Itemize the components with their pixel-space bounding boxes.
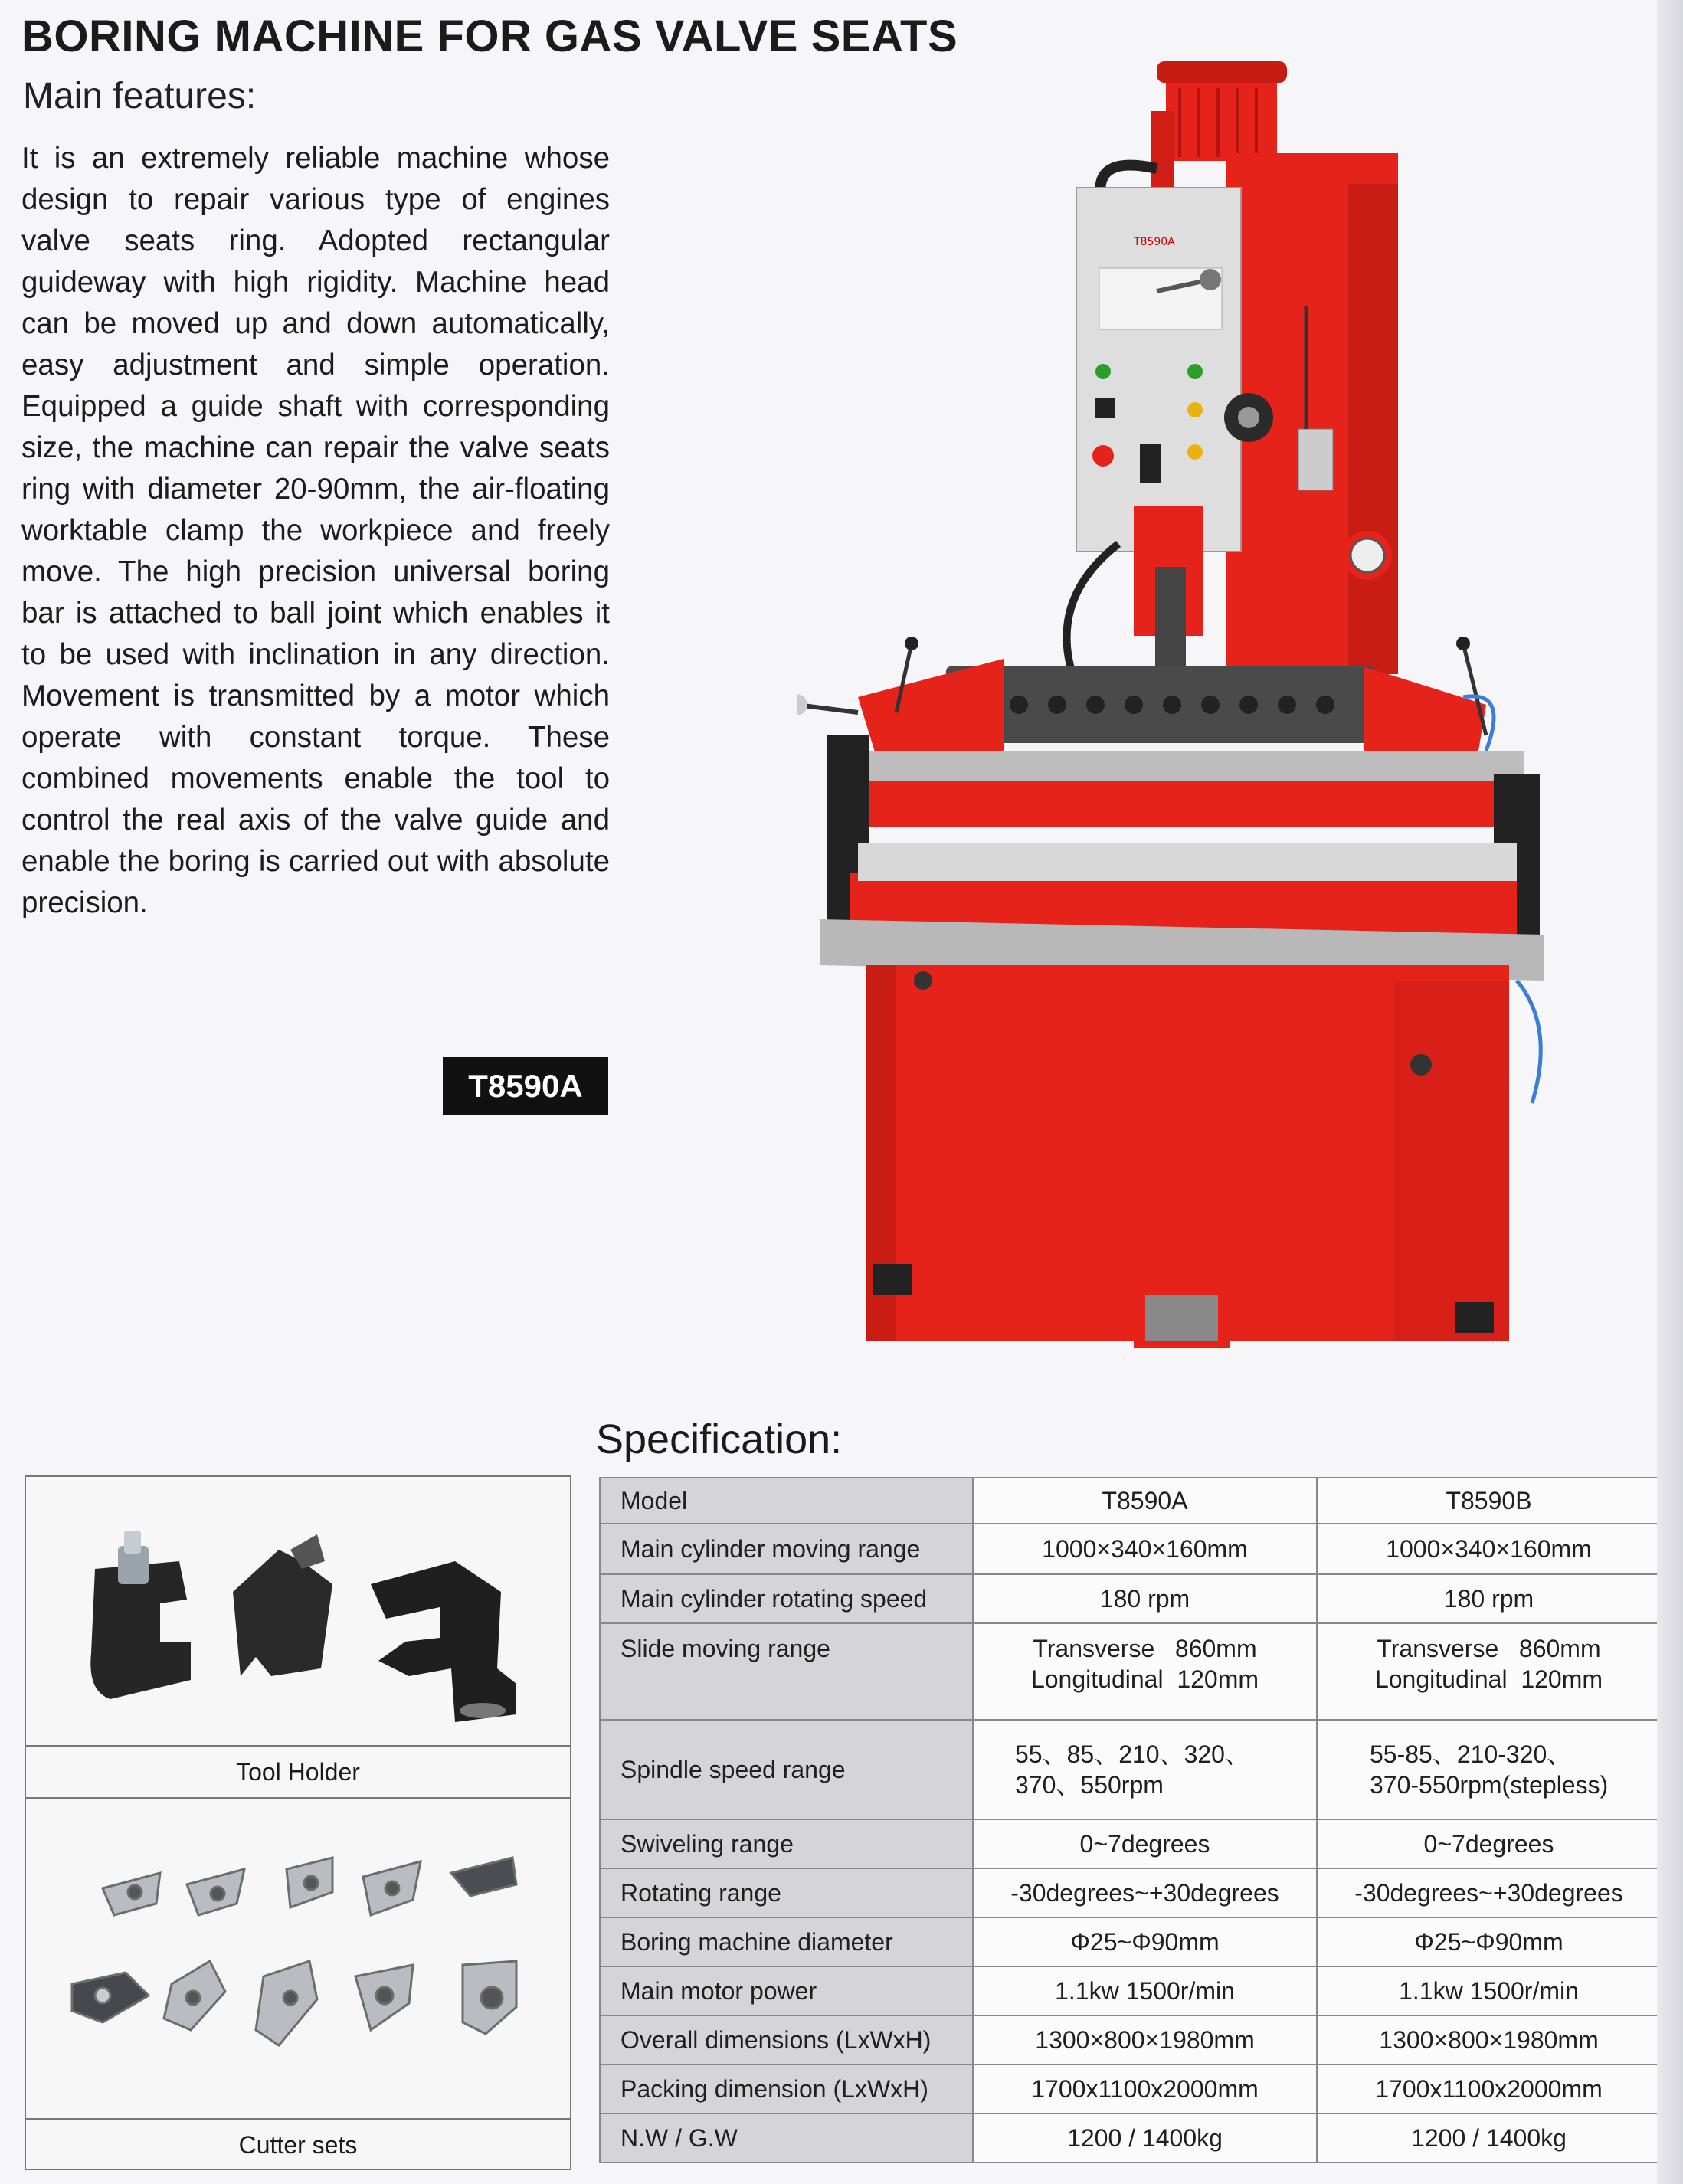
spec-value-a: 180 rpm [973,1574,1317,1623]
spec-value-a [973,1623,1317,1720]
spec-heading: Specification: [596,1416,843,1462]
table-row [600,2114,1661,2163]
spec-label: Overall dimensions (LxWxH) [600,2015,973,2064]
spec-value-a: Φ25~Φ90mm [973,1917,1317,1966]
spec-value-b: 1300×800×1980mm [1317,2015,1661,2064]
spec-value-b [1317,1623,1661,1720]
spec-label: Spindle speed range [600,1720,973,1819]
spec-label: N.W / G.W [600,2114,973,2163]
spec-line: 55-85、210-320、 [1370,1740,1572,1768]
spec-value-b: 1.1kw 1500r/min [1317,1966,1661,2015]
spec-value-a: -30degrees~+30degrees [973,1868,1317,1917]
spec-value-b: 1000×340×160mm [1317,1524,1661,1574]
cutter-insert [451,1858,516,1896]
cutter-insert [355,1965,413,2030]
cutter-insert [187,1869,244,1915]
spec-value-a: T8590A [973,1478,1317,1524]
spec-value-b: 1200 / 1400kg [1317,2114,1661,2163]
boring-machine-illustration [797,61,1563,1364]
table-row [600,1720,1661,1819]
page-edge [1657,0,1683,2184]
spec-line: 370、550rpm [1015,1771,1164,1799]
spec-label: Packing dimension (LxWxH) [600,2064,973,2114]
spec-label: Boring machine diameter [600,1917,973,1966]
spec-value-a: 1000×340×160mm [973,1524,1317,1574]
table-row [600,1819,1661,1868]
spec-line: 370-550rpm(stepless) [1370,1771,1609,1799]
spec-label: Swiveling range [600,1819,973,1868]
table-row [600,1623,1661,1720]
cutter-insert [164,1961,225,2030]
spec-line: Longitudinal 120mm [1374,1665,1603,1693]
spec-value-a: 1200 / 1400kg [973,2114,1317,2163]
panel-model-text: T8590A [1134,236,1175,248]
table-row [600,2064,1661,2114]
spec-label: Main motor power [600,1966,973,2015]
cutter-sets-photo [26,1800,570,2118]
cutter-insert [287,1858,332,1907]
cutter-insert [103,1873,160,1915]
table-row [600,1478,1661,1524]
cutter-insert [256,1961,317,2045]
tool-holder-piece [90,1531,191,1699]
cutter-insert [72,1973,149,2022]
table-row [600,1966,1661,2015]
spec-table [599,1477,1662,2163]
spec-label: Main cylinder rotating speed [600,1574,973,1623]
feature-description: It is an extremely reliable machine whose design to repair various type of engines valve seats ring. Adopted rectangular guideway with high rigidity. Machine head can be moved up and down automatically, easy adjustment and simple operation. Equipped a guide shaft with corresponding size, the machine can repair the valve seats ring with diameter 20-90mm, the air-floating worktable clamp the workpiece and freely move. The high precision universal boring bar is attached to ball joint which enables it to be used with inclination in any direction. Movement is transmitted by a motor which operate with constant torque. These combined movements enable the tool to control the real axis of the valve guide and enable the boring is carried out with absolute precision. [21,142,610,919]
spec-label: Main cylinder moving range [600,1524,973,1574]
spec-value-b: 180 rpm [1317,1574,1661,1623]
spec-line: Transverse 860mm [1377,1635,1601,1662]
spec-label: Model [600,1478,973,1524]
spec-value-a: 1700x1100x2000mm [973,2064,1317,2114]
section-subtitle: Main features: [23,76,257,116]
tools-panel [25,1475,571,2170]
spec-value-a: 0~7degrees [973,1819,1317,1868]
spec-value-a: 1300×800×1980mm [973,2015,1317,2064]
cutter-insert [463,1961,516,2034]
spec-value-b [1317,1720,1661,1819]
spec-value-b: 1700x1100x2000mm [1317,2064,1661,2114]
spec-label: Rotating range [600,1868,973,1917]
cutter-sets-caption: Cutter sets [26,2118,570,2170]
spec-value-b: -30degrees~+30degrees [1317,1868,1661,1917]
spec-line: Longitudinal 120mm [1030,1665,1259,1693]
model-badge: T8590A [443,1057,608,1115]
spec-line: Transverse 860mm [1033,1635,1257,1662]
table-row [600,1868,1661,1917]
spec-value-a: 1.1kw 1500r/min [973,1966,1317,2015]
tool-holder-piece [371,1561,516,1722]
table-row [600,1917,1661,1966]
table-row [600,1574,1661,1623]
spec-value-b: Φ25~Φ90mm [1317,1917,1661,1966]
tool-holder-piece [233,1534,332,1676]
tool-holder-caption: Tool Holder [26,1745,570,1799]
table-row [600,2015,1661,2064]
page-title: BORING MACHINE FOR GAS VALVE SEATS [21,11,958,61]
spec-value-b: 0~7degrees [1317,1819,1661,1868]
cutter-insert [363,1861,421,1915]
spec-value-b: T8590B [1317,1478,1661,1524]
spec-value-a [973,1720,1317,1819]
spec-label: Slide moving range [600,1623,973,1720]
spec-line: 55、85、210、320、 [1015,1740,1249,1768]
tool-holder-photo [26,1477,570,1745]
table-row [600,1524,1661,1574]
